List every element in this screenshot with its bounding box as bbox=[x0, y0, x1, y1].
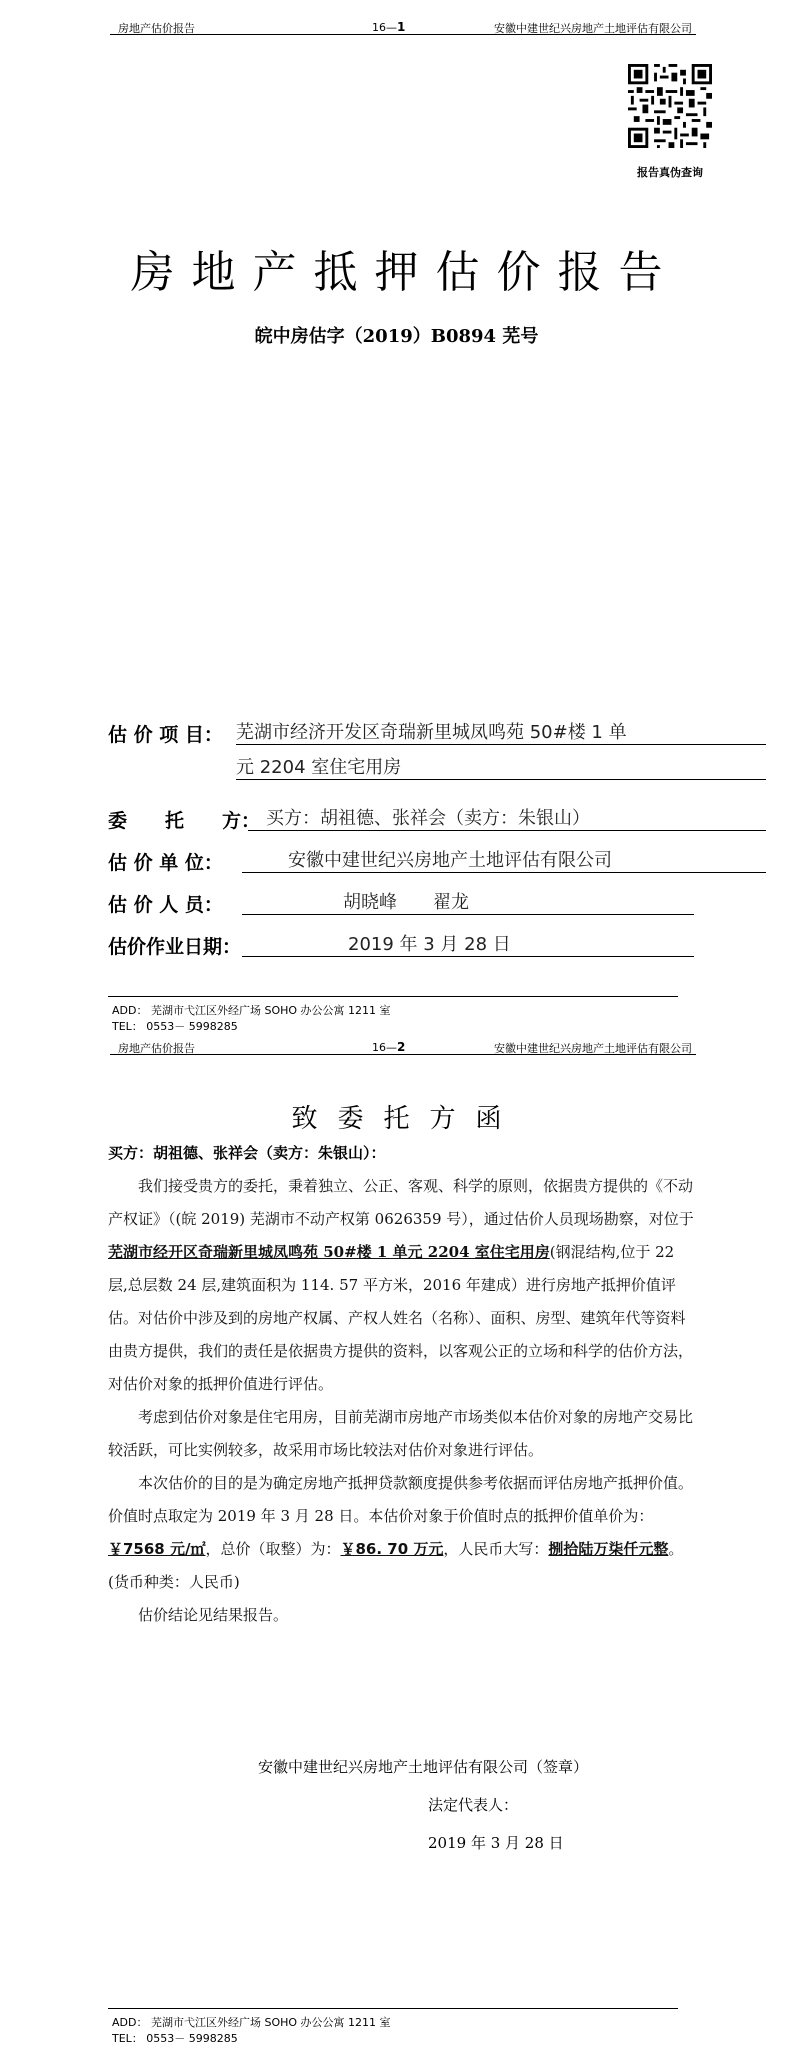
signature-date: 2019 年 3 月 28 日 bbox=[428, 1834, 564, 1852]
field-label: 委 托 方： bbox=[108, 810, 261, 832]
field-value-line2: 元 2204 室住宅用房 bbox=[236, 757, 402, 778]
letter-title: 致委托方函 bbox=[291, 1104, 522, 1134]
field-label: 估 价 人 员： bbox=[108, 894, 223, 916]
footer-rule bbox=[108, 996, 678, 997]
amount-in-words: 捌拾陆万柒仟元整 bbox=[548, 1540, 669, 1558]
qr-code-icon[interactable] bbox=[628, 64, 712, 148]
letter-body bbox=[108, 1170, 694, 1632]
header-page-number: 16—1 bbox=[372, 20, 406, 34]
footer-address: ADD： 芜湖市弋江区外经广场 SOHO 办公公寓 1211 室 bbox=[112, 2016, 391, 2029]
underline bbox=[248, 830, 766, 831]
field-label: 估 价 单 位： bbox=[108, 852, 223, 874]
report-title: 房地产抵押估价报告 bbox=[130, 247, 680, 298]
footer-address: ADD： 芜湖市弋江区外经广场 SOHO 办公公寓 1211 室 bbox=[112, 1004, 391, 1017]
field-label: 估价作业日期： bbox=[108, 936, 242, 958]
field-label: 估 价 项 目： bbox=[108, 724, 223, 746]
page-footer bbox=[108, 2008, 678, 2045]
qr-caption: 报告真伪查询 bbox=[637, 166, 703, 179]
paragraph-1: 我们接受贵方的委托，秉着独立、公正、客观、科学的原则，依据贵方提供的《不动产权证》（(皖 2019) 芜湖市不动产权第 0626359 号），通过估价人员现场勘察，对位于芜湖市经开区奇瑞新里城凤鸣苑 50#楼 1 单元 2204 室住宅用房(钢混结构,位于 22 层,总层数 24 层,建筑面积为 114. 57 平方米，2016 年建成）进行房地产抵押价值评估。对估价中涉及到的房地产权属、产权人姓名（名称）、面积、房型、建筑年代等资料由贵方提供，我们的责任是依据贵方提供的资料，以客观公正的立场和科学的估价方法，对估价对象的抵押价值进行评估。 bbox=[108, 1177, 694, 1393]
property-address: 芜湖市经开区奇瑞新里城凤鸣苑 50#楼 1 单元 2204 室住宅用房 bbox=[108, 1243, 550, 1261]
underline bbox=[242, 872, 766, 873]
header-page-number: 16—2 bbox=[372, 1040, 406, 1054]
unit-price: ￥7568 元/㎡ bbox=[108, 1540, 206, 1558]
header-right: 安徽中建世纪兴房地产土地评估有限公司 bbox=[494, 1042, 692, 1055]
footer-rule bbox=[108, 2008, 678, 2009]
footer-phone: TEL： 0553－ 5998285 bbox=[112, 2032, 238, 2045]
footer-phone: TEL： 0553－ 5998285 bbox=[112, 1020, 238, 1033]
page-footer bbox=[108, 996, 678, 1033]
paragraph-2: 考虑到估价对象是住宅用房，目前芜湖市房地产市场类似本估价对象的房地产交易比较活跃，可比实例较多，故采用市场比较法对估价对象进行评估。 bbox=[108, 1408, 694, 1459]
underline bbox=[236, 744, 766, 745]
underline bbox=[242, 914, 694, 915]
cover-letter-page bbox=[0, 1038, 793, 2054]
paragraph-4: 估价结论见结果报告。 bbox=[138, 1606, 289, 1624]
field-value: 2019 年 3 月 28 日 bbox=[348, 934, 511, 955]
field-value: 买方：胡祖德、张祥会（卖方：朱银山） bbox=[266, 808, 590, 829]
header-left: 房地产估价报告 bbox=[118, 22, 195, 35]
page-header bbox=[110, 18, 696, 35]
field-value: 安徽中建世纪兴房地产土地评估有限公司 bbox=[288, 850, 612, 871]
page-header bbox=[110, 1038, 696, 1055]
field-value: 芜湖市经济开发区奇瑞新里城凤鸣苑 50#楼 1 单 bbox=[236, 722, 627, 743]
underline bbox=[242, 956, 694, 957]
field-value: 胡晓峰 翟龙 bbox=[343, 892, 469, 913]
header-right: 安徽中建世纪兴房地产土地评估有限公司 bbox=[494, 22, 692, 35]
signature-company: 安徽中建世纪兴房地产土地评估有限公司（签章） bbox=[258, 1758, 589, 1776]
header-left: 房地产估价报告 bbox=[118, 1042, 195, 1055]
total-price: ￥86. 70 万元 bbox=[340, 1540, 444, 1558]
paragraph-3: 本次估价的目的是为确定房地产抵押贷款额度提供参考依据而评估房地产抵押价值。价值时点取定为 2019 年 3 月 28 日。本估价对象于价值时点的抵押价值单价为：￥7568 元/㎡，总价（取整）为：￥86. 70 万元，人民币大写：捌拾陆万柒仟元整。(货币种类：人民币) bbox=[108, 1474, 694, 1591]
document-number: 皖中房估字（2019）B0894 芜号 bbox=[254, 326, 539, 347]
underline bbox=[236, 779, 766, 780]
salutation: 买方：胡祖德、张祥会（卖方：朱银山）： bbox=[108, 1144, 386, 1162]
signature-legal-rep: 法定代表人： bbox=[428, 1796, 519, 1814]
